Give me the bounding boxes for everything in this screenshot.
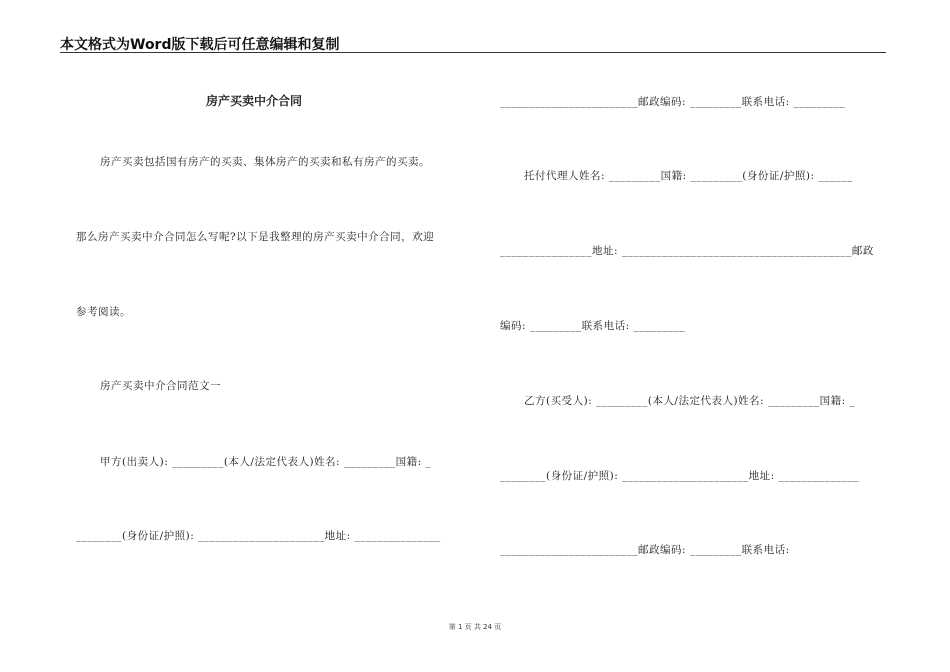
form-line: 托付代理人姓名: _________国籍: _________(身份证/护照): ______ xyxy=(524,170,853,182)
form-line: 编码: _________联系电话: _________ xyxy=(500,320,686,332)
paragraph-line: 那么房产买卖中介合同怎么写呢?以下是我整理的房产买卖中介合同，欢迎 xyxy=(76,231,435,243)
form-line: ________________________邮政编码: _________联系电话: _________ xyxy=(500,96,846,108)
form-line: 乙方(买受人): _________(本人/法定代表人)姓名: _________国籍: _ xyxy=(524,395,856,407)
header-divider xyxy=(60,52,886,53)
form-line: 甲方(出卖人): _________(本人/法定代表人)姓名: _________国籍: _ xyxy=(100,456,432,468)
form-line: ________________________邮政编码: _________联系电话: xyxy=(500,544,790,556)
paragraph-line: 房产买卖包括国有房产的买卖、集体房产的买卖和私有房产的买卖。 xyxy=(100,156,430,168)
form-line: ________(身份证/护照): ______________________地址: ______________ xyxy=(500,470,859,482)
form-line: ________(身份证/护照): ______________________地址: _______________ xyxy=(76,530,441,542)
page-header: 本文格式为Word版下载后可任意编辑和复制 xyxy=(60,37,340,53)
document-title: 房产买卖中介合同 xyxy=(206,94,303,108)
form-line: ________________地址: ________________________________________邮政 xyxy=(500,245,874,257)
paragraph-line: 参考阅读。 xyxy=(76,306,131,318)
page-footer: 第 1 页 共 24 页 xyxy=(448,623,502,631)
section-heading: 房产买卖中介合同范文一 xyxy=(100,380,221,392)
